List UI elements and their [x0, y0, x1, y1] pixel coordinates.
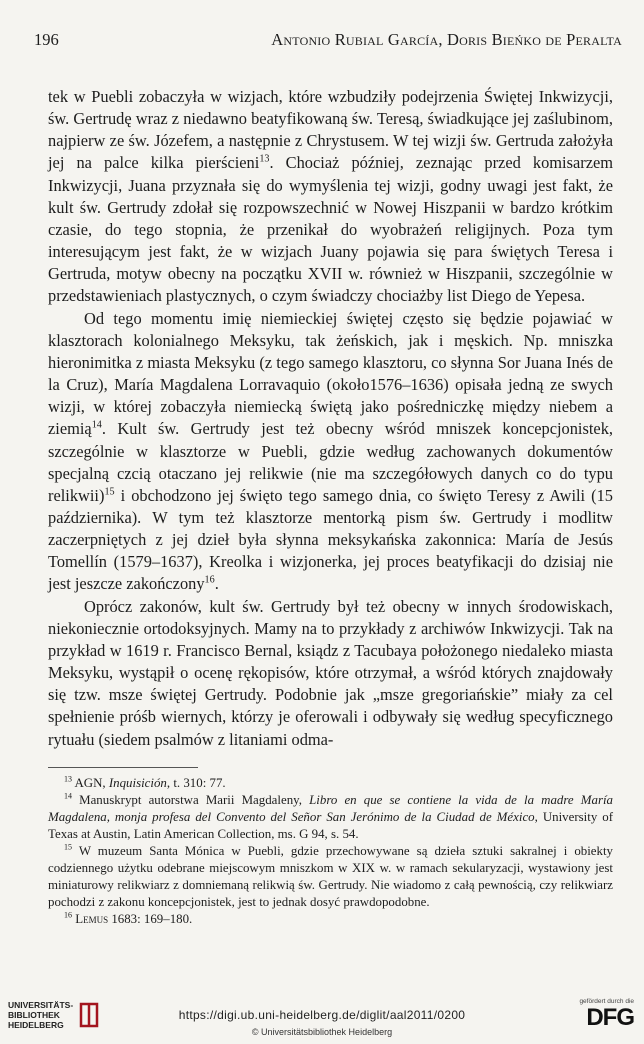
footnote-15: $^{15}$ W muzeum Santa Mónica w Puebli, gdzie przechowywane są dzieła sztuki sakralnej i obiekty codziennego użytku odebrane miejscowym mniszkom w XIX w. w ramach sekularyzacji, wystawiony jest miniaturowy relikwiarz z domniemaną relikwią św. Gertrudy. Nie wiadomo z całą pewnością, czy relikwiarz pochodzi z zakonu koncepcjonistek, jest to jednak dosyć prawdopodobne.: [48, 842, 613, 909]
footnote-divider: [48, 767, 198, 768]
footnote-ref-15[interactable]: 15: [104, 486, 115, 498]
body-text: [48, 86, 613, 751]
running-head-authors: Antonio Rubial García, Doris Bieńko de Peralta: [271, 30, 622, 49]
library-logo[interactable]: UNIVERSITÄTS- BIBLIOTHEK HEIDELBERG: [8, 1000, 99, 1030]
paragraph-1: tek w Puebli zobaczyła w wizjach, które wzbudziły podejrzenia Świętej Inkwizycji, św. Gertrudę wraz z niedawno beatyfikowaną św. Teresą, świadkujące jej zaślubinom, najpierw ze św. Józefem, a następnie z Chrystusem. W tej wizji św. Gertruda założyła jej na palce kilka pierścieni$^{13}$. Chociaż później, zeznając przed komisarzem Inkwizycji, Juana przyznała się do wymyślenia tej wizji, godny uwagi jest fakt, że kult św. Gertrudy zdołał się rozpowszechnić w Nowej Hiszpanii w bardzo krótkim czasie, do tego stopnia, że przenikał do wyobrażeń religijnych. Poza tym interesującym jest fakt, że w wizjach Juany pojawia się para świętych Teresa i Gertruda, motyw obecny na początku XVII w. również w Hiszpanii, szczególnie w przedstawieniach plastycznych, o czym świadczy chociażby list Diego de Yepesa.: [48, 87, 613, 306]
dfg-logo: DFG: [586, 1004, 634, 1031]
paragraph-2: Od tego momentu imię niemieckiej świętej często się będzie pojawiać w klasztorach kolonialnego Meksyku, tak żeńskich, jak i męskich. Np. mniszka hieronimitka z miasta Meksyku (z tego samego klasztoru, co słynna Sor Juana Inés de la Cruz), María Magdalena Lorravaquio (około1576–1636) opisała jedną ze swych wizji, w której zobaczyła niemiecką świętą jako pośredniczkę między niebem a ziemią$^{14}$. Kult św. Gertrudy jest też obecny wśród mniszek koncepcjonistek, szczególnie w klasztorze w Puebli, gdzie według zachowanych dokumentów specjalną czcią otaczano jej relikwie (nie ma szczegółowych danych co do typu relikwii)$^{15}$ i obchodzono jej święto tego samego dnia, co święto Teresy z Awili (15 października). W tym też klasztorze mentorką pism św. Gertrudy i modlitw zaczerpniętych z jej dzieł była słynna meksykańska zakonnica: María de Jesús Tomellín (1579–1637), Kreolka i wizjonerka, jej proces beatyfikacji do dzisiaj nie jest jeszcze zakończony$^{16}$.: [48, 308, 613, 594]
permalink-url[interactable]: https://digi.ub.uni-heidelberg.de/diglit/aal2011/0200: [178, 1008, 466, 1022]
footnote-ref-14[interactable]: 14: [91, 419, 102, 431]
footnote-14: $^{14}$ Manuskrypt autorstwa Marii Magdaleny, Libro en que se contiene la vida de la madre María Magdalena, monja profesa del Convento del Señor San Jerónimo de la Ciudad de México, University of Texas at Austin, Latin American Collection, ms. G 94, s. 54.: [48, 791, 614, 841]
sponsor-logo[interactable]: gefördert durch die DFG: [579, 998, 634, 1031]
digitization-footer: [0, 996, 644, 1044]
footnotes: [48, 775, 613, 928]
paragraph-3: Oprócz zakonów, kult św. Gertrudy był też obecny w innych środowiskach, niekoniecznie ortodoksyjnych. Mamy na to przykłady z archiwów Inkwizycji. Tak na przykład w 1619 r. Francisco Bernal, ksiądz z Tacubaya położonego niedaleko miasta Meksyku, wystąpił o ocenę rękopisów, które otrzymał, a wśród których znajdowały się tzw. msze świętej Gertrudy. Podobnie jak „msze gregoriańskie” miały za cel spełnienie próśb wiernych, którzy je oferowali i odbywały się według specyficznego rytuału (siedem psalmów z litaniami odma-: [48, 596, 613, 749]
footnote-13: $^{13}$ AGN, Inquisición, t. 310: 77.: [64, 774, 226, 790]
copyright-notice: © Universitätsbibliothek Heidelberg: [251, 1027, 393, 1037]
footnote-ref-13[interactable]: 13: [259, 154, 270, 165]
page-number: 196: [34, 30, 59, 49]
footnote-ref-16[interactable]: 16: [204, 574, 215, 586]
footnote-16: $^{16}$ Lemus 1683: 169–180.: [64, 910, 193, 926]
